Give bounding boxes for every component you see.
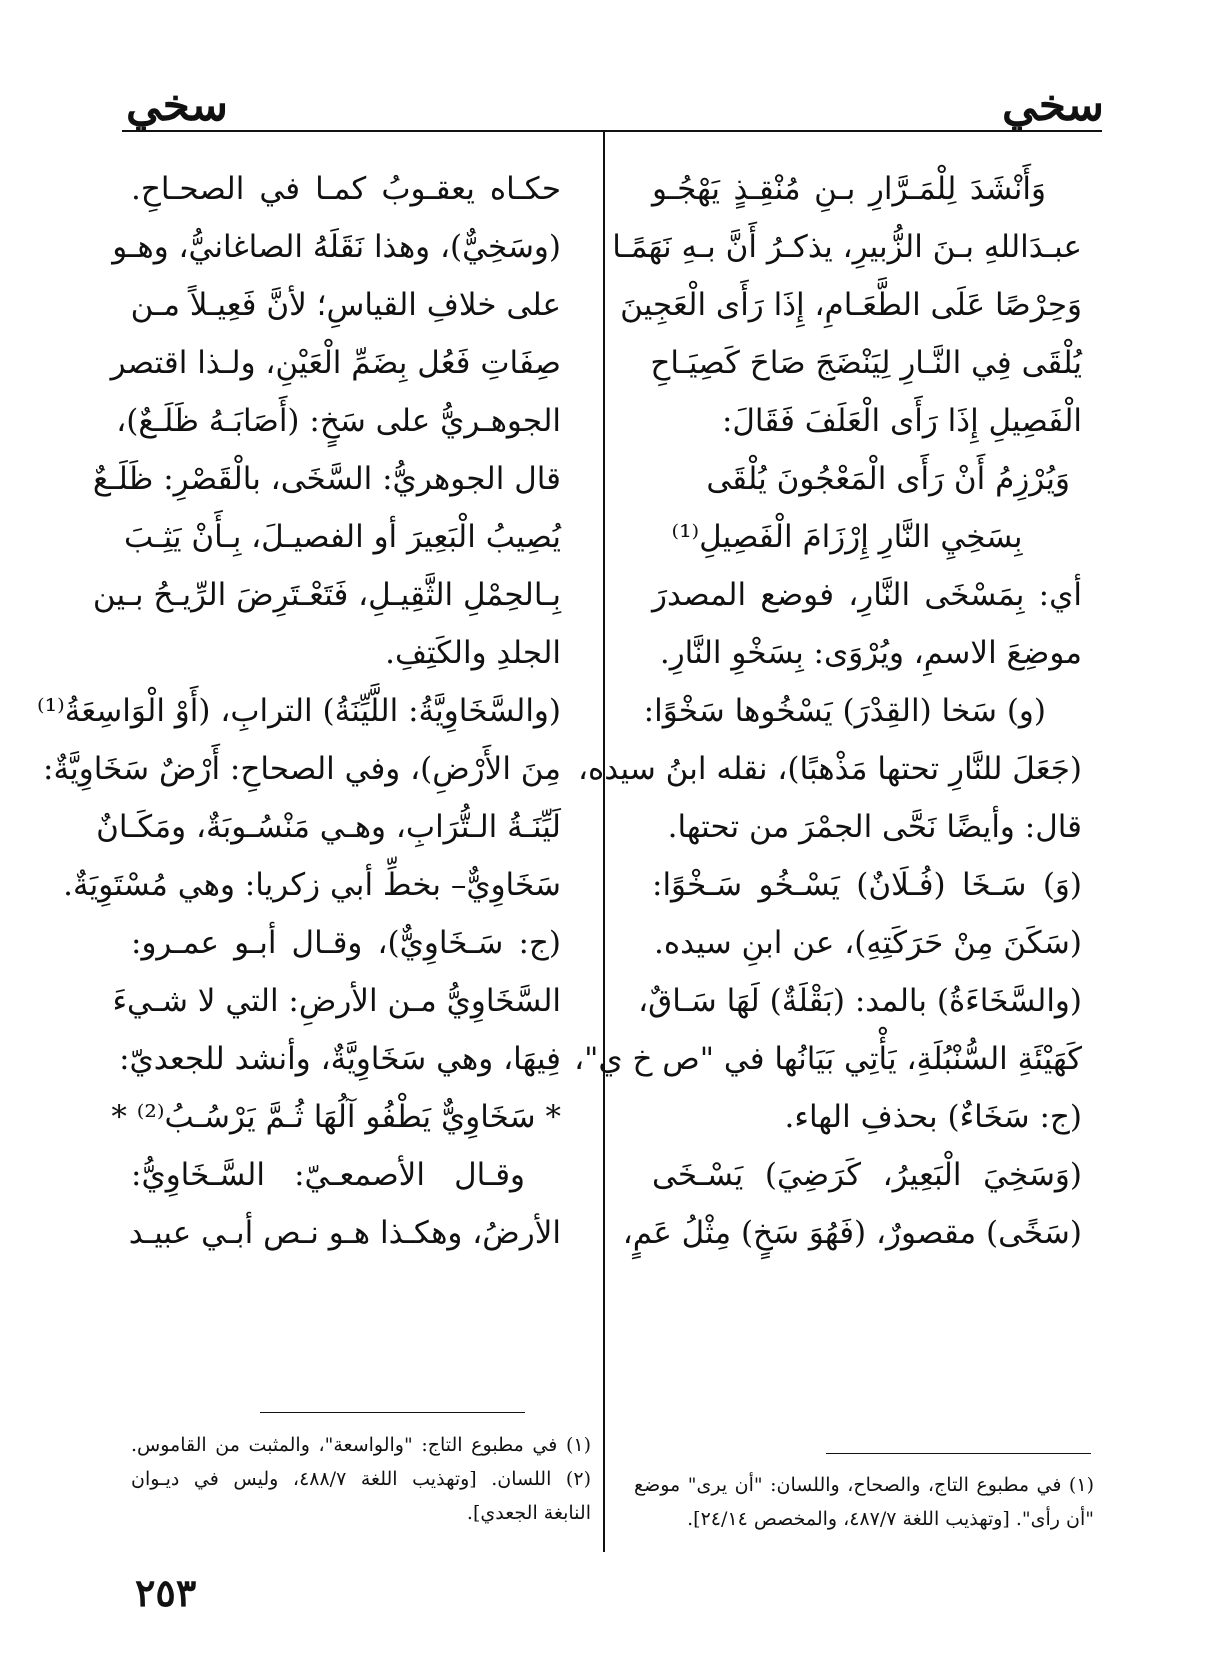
footnotes-right: [634, 1468, 1094, 1536]
text-line: وقـال الأصمعـيّ: السَّـخَاوِيُّ:: [131, 1157, 525, 1193]
text-line: قال الجوهريُّ: السَّخَى، بالْقَصْرِ: ظَلَـعٌ: [92, 461, 561, 497]
text-line: كَهَيْئَةِ السُّنْبُلَةِ، يَأْتِي بَيَانُها في "ص خ ي"،: [574, 1041, 1082, 1077]
text-line: الجوهـريُّ على سَخٍ: (أَصَابَـهُ ظَلَـعٌ)،: [116, 403, 561, 439]
footnote-line: (٢) اللسان. [وتهذيب اللغة ٤٨٨/٧، وليس في ديـوان: [131, 1468, 591, 1490]
page-number: ٢٥٣: [135, 1570, 197, 1615]
column-divider: [603, 132, 605, 1552]
text-line: فِيهَا، وهي سَخَاوِيَّةٌ، وأنشد للجعديّ:: [119, 1041, 561, 1077]
text-line: على خلافِ القياسِ؛ لأنَّ فَعِيـلاً مـن: [130, 287, 561, 323]
header-rule: [122, 130, 1102, 132]
text-line: حكـاه يعقـوبُ كمـا في الصحـاحِ.: [131, 171, 561, 207]
text-line: (و) سَخا (القِدْرَ) يَسْخُوها سَخْوًا:: [643, 693, 1046, 729]
text-line: سَخَاوِيٌّ– بخطِّ أبي زكريا: وهي مُسْتَوِيَةٌ.: [63, 867, 561, 903]
text-line: (وَسَخِيَ الْبَعِيرُ، كَرَضِيَ) يَسْـخَى: [652, 1157, 1082, 1193]
footnote-line: (١) في مطبوع التاج: "والواسعة"، والمثبت من القاموس.: [131, 1434, 591, 1456]
text-line: (وسَخِيٌّ)، وهذا نَقَلَهُ الصاغانيُّ، وهـو: [112, 229, 561, 265]
footnote-line: (١) في مطبوع التاج، والصحاح، واللسان: "أن يرى" موضع: [634, 1474, 1094, 1496]
text-line: لَيِّنَـةُ الـتُّرَابِ، وهـي مَنْسُـوبَةٌ، ومَكَـانٌ: [96, 809, 561, 845]
text-line: (والسَّخَاوِيَّةُ: اللَّيِّنَةُ) الترابِ، (أَوْ الْوَاسِعَةُ⁽¹⁾: [37, 693, 561, 729]
text-line: وَأَنْشَدَ لِلْمَـرَّارِ بـنِ مُنْقِـذٍ يَهْجُـو: [652, 171, 1046, 207]
running-head-left: سخي: [126, 80, 228, 131]
verse-line: وَيُرْزِمُ أَنْ رَأَى الْمَعْجُونَ يُلْقَى: [706, 461, 1070, 497]
text-line: الأرضُ، وهكـذا هـو نـص أبـي عبيـد: [128, 1215, 561, 1251]
text-line: (سَخًى) مقصورٌ، (فَهُوَ سَخٍ) مِثْلُ عَمٍ،: [622, 1215, 1082, 1251]
text-line: (ج: سَخَاءٌ) بحذفِ الهاء.: [784, 1099, 1082, 1135]
footnote-rule-left: [260, 1412, 525, 1413]
verse-line: * سَخَاوِيٌّ يَطْفُو آلُهَا ثُـمَّ يَرْسُـبُ⁽²⁾ *: [111, 1099, 561, 1135]
text-line: الجلدِ والكَتِفِ.: [385, 635, 561, 671]
text-line: السَّخَاوِيُّ مـن الأرضِ: التي لا شـيءَ: [112, 983, 561, 1019]
right-column: [574, 160, 1082, 1262]
text-line: (والسَّخَاءَةُ) بالمد: (بَقْلَةٌ) لَهَا سَـاقٌ،: [638, 983, 1082, 1019]
text-line: صِفَاتِ فَعُل بِضَمِّ الْعَيْنِ، ولـذا اقتصر: [110, 345, 561, 381]
footnote-line: النابغة الجعدي].: [466, 1502, 591, 1524]
text-line: يُلْقَى فِي النَّـارِ لِيَنْضَجَ صَاحَ كَصِيَـاحِ: [650, 345, 1082, 381]
text-line: مِنَ الأَرْضِ)، وفي الصحاحِ: أَرْضٌ سَخَاوِيَّةٌ:: [43, 751, 561, 787]
text-line: (سَكَنَ مِنْ حَرَكَتِهِ)، عن ابنِ سيده.: [654, 925, 1082, 961]
text-line: (جَعَلَ للنَّارِ تحتها مَذْهبًا)، نقله ابنُ سيده،: [577, 751, 1082, 787]
text-line: قال: وأيضًا نَحَّى الجمْرَ من تحتها.: [667, 809, 1082, 845]
text-line: وَحِرْصًا عَلَى الطَّعَـامِ، إِذَا رَأَى الْعَجِينَ: [620, 287, 1082, 323]
text-line: بِـالحِمْلِ الثَّقِيـلِ، فَتَعْـتَرِضَ الرِّيـحُ بـين: [92, 577, 561, 613]
footnote-line: "أن رأى". [وتهذيب اللغة ٤٨٧/٧، والمخصص ٢٤/١٤].: [687, 1508, 1094, 1530]
text-line: موضِعَ الاسمِ، ويُرْوَى: بِسَخْوِ النَّارِ.: [659, 635, 1082, 671]
text-line: (ج: سَـخَاوِيٌّ)، وقـال أبـو عمـرو:: [131, 925, 561, 961]
text-line: أي: بِمَسْخَى النَّارِ، فوضع المصدرَ: [652, 577, 1082, 613]
text-line: عبـدَاللهِ بـنَ الزُّبيرِ، يذكـرُ أَنَّ بـهِ نَهَمًـا: [612, 229, 1082, 265]
text-line: الْفَصِيلِ إِذَا رَأَى الْعَلَفَ فَقَالَ:: [721, 403, 1082, 439]
footnote-rule-right: [826, 1453, 1091, 1454]
left-column: [37, 160, 561, 1262]
footnotes-left: [131, 1428, 591, 1530]
running-head-right: سخي: [1002, 80, 1104, 131]
verse-line: بِسَخِيِ النَّارِ إِرْزَامَ الْفَصِيلِ⁽¹⁾: [671, 519, 1023, 555]
text-line: يُصِيبُ الْبَعِيرَ أو الفصيـلَ، بِـأَنْ يَثِـبَ: [124, 519, 561, 555]
text-line: (وَ) سَـخَا (فُـلَانٌ) يَسْـخُو سَـخْوًا:: [652, 867, 1082, 903]
